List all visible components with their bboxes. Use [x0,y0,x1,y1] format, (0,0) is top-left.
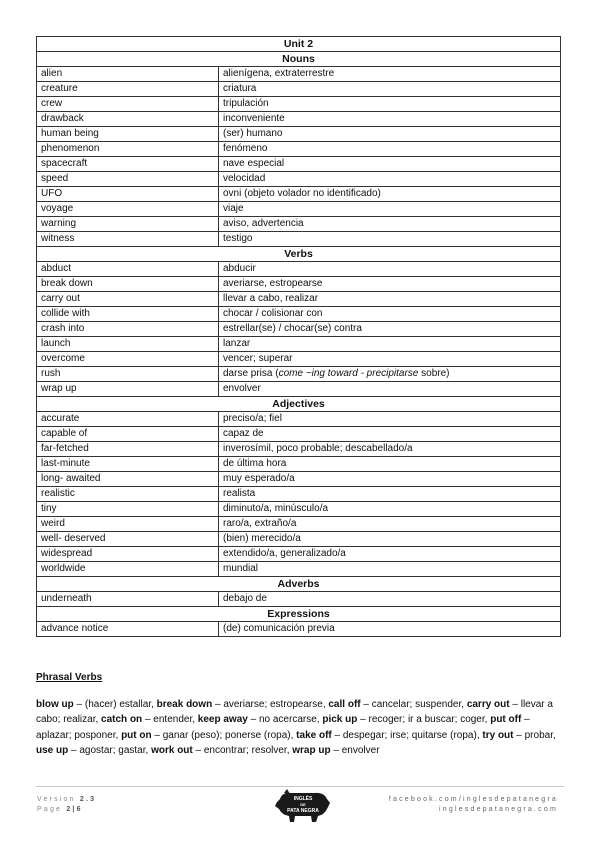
english-term: speed [37,172,219,187]
spanish-translation: (ser) humano [219,127,561,142]
translation-text: darse prisa ( [223,368,279,379]
vocab-row [37,262,561,277]
vocab-row [37,532,561,547]
spanish-translation: raro/a, extraño/a [219,517,561,532]
english-term: alien [37,67,219,82]
vocab-row [37,142,561,157]
spanish-translation: capaz de [219,427,561,442]
spanish-translation: mundial [219,562,561,577]
vocabulary-table [36,36,561,637]
spanish-translation: realista [219,487,561,502]
spanish-translation: velocidad [219,172,561,187]
english-term: abduct [37,262,219,277]
spanish-translation: testigo [219,232,561,247]
spanish-translation: estrellar(se) / chocar(se) contra [219,322,561,337]
logo-text-top: INGLÉS [293,796,313,802]
english-term: creature [37,82,219,97]
spanish-translation: debajo de [219,592,561,607]
pig-logo-icon [272,789,334,823]
english-term: drawback [37,112,219,127]
unit-title: Unit 2 [37,37,561,52]
english-term: realistic [37,487,219,502]
phrasal-verb-term: call off [328,698,361,710]
vocab-row [37,112,561,127]
unit-title-row [37,37,561,52]
facebook-link[interactable]: facebook.com/inglesdepatanegra [388,796,558,803]
phrasal-verb-term: catch on [101,714,143,725]
phrasal-verb-definition: recoger; ir a buscar; coger [368,714,485,725]
spanish-translation: muy esperado/a [219,472,561,487]
english-term: long- awaited [37,472,219,487]
section-heading-row [37,577,561,592]
english-term: launch [37,337,219,352]
vocab-row [37,277,561,292]
phrasal-verb-definition: llevar a cabo; realizar [36,698,553,725]
page-footer [36,786,564,821]
vocab-row [37,412,561,427]
english-term: well- deserved [37,532,219,547]
phrasal-verb-definition: encontrar; resolver [203,745,287,756]
section-heading: Adverbs [37,577,561,592]
phrasal-verb-definition: entender [153,714,193,725]
phrasal-verb-term: blow up [36,698,74,710]
english-term: UFO [37,187,219,202]
section-heading: Verbs [37,247,561,262]
vocab-row [37,622,561,637]
vocab-row [37,337,561,352]
vocab-row [37,487,561,502]
spanish-translation: de última hora [219,457,561,472]
phrasal-verb-definition: agostar; gastar [79,745,146,756]
spanish-translation: inverosímil, poco probable; descabellado/a [219,442,561,457]
vocab-row [37,562,561,577]
spanish-translation: averiarse, estropearse [219,277,561,292]
vocab-row [37,97,561,112]
spanish-translation: envolver [219,382,561,397]
vocab-row [37,217,561,232]
english-term: warning [37,217,219,232]
vocab-row [37,67,561,82]
spanish-translation: aviso, advertencia [219,217,561,232]
english-term: rush [37,367,219,382]
spanish-translation: vencer; superar [219,352,561,367]
english-term: carry out [37,292,219,307]
spanish-translation: extendido/a, generalizado/a [219,547,561,562]
logo-text-mid: DE [300,802,306,807]
translation-italic: come ~ing toward - precipitarse [278,368,419,379]
phrasal-verb-term: carry out [466,698,510,710]
spanish-translation: criatura [219,82,561,97]
vocab-row [37,202,561,217]
spanish-translation: tripulación [219,97,561,112]
english-term: wrap up [37,382,219,397]
english-term: break down [37,277,219,292]
page-label: Page [37,806,63,813]
section-heading: Adjectives [37,397,561,412]
spanish-translation: (bien) merecido/a [219,532,561,547]
vocab-row [37,127,561,142]
spanish-translation: viaje [219,202,561,217]
vocab-row [37,352,561,367]
phrasal-verb-definition: (hacer) estallar [84,698,152,710]
english-term: tiny [37,502,219,517]
spanish-translation: llevar a cabo, realizar [219,292,561,307]
vocab-row [37,517,561,532]
vocab-row [37,502,561,517]
version-value: 2.3 [79,796,97,803]
spanish-translation [219,367,561,382]
vocab-row [37,187,561,202]
phrasal-verb-definition: ganar (peso); ponerse (ropa) [162,729,291,741]
vocab-row [37,382,561,397]
english-term: weird [37,517,219,532]
section-heading-row [37,247,561,262]
english-term: widespread [37,547,219,562]
section-heading-row [37,607,561,622]
vocab-row [37,172,561,187]
english-term: overcome [37,352,219,367]
english-term: human being [37,127,219,142]
english-term: advance notice [37,622,219,637]
english-term: voyage [37,202,219,217]
english-term: witness [37,232,219,247]
phrasal-verb-term: put off [490,714,522,725]
phrasal-verb-definition: cancelar; suspender [371,698,462,710]
phrasal-verb-term: keep away [197,714,248,725]
section-heading-row [37,397,561,412]
footer-links [389,795,558,815]
footer-version-block [37,795,96,815]
vocab-row [37,547,561,562]
phrasal-verb-term: break down [156,698,213,710]
vocab-row [37,367,561,382]
phrasal-verb-term: work out [151,745,193,756]
english-term: collide with [37,307,219,322]
phrasal-verb-term: pick up [322,714,358,725]
vocab-row [37,457,561,472]
phrasal-verb-term: wrap up [292,745,331,756]
english-term: capable of [37,427,219,442]
phrasal-verbs-section [36,670,564,759]
vocab-row [37,82,561,97]
spanish-translation: nave especial [219,157,561,172]
section-heading-row [37,52,561,67]
vocab-row [37,232,561,247]
spanish-translation: ovni (objeto volador no identificado) [219,187,561,202]
english-term: crew [37,97,219,112]
english-term: phenomenon [37,142,219,157]
phrasal-verb-definition: averiarse; estropearse [223,698,323,710]
english-term: spacecraft [37,157,219,172]
vocab-row [37,592,561,607]
english-term: far-fetched [37,442,219,457]
section-heading: Expressions [37,607,561,622]
phrasal-verb-definition: envolver [341,745,380,756]
spanish-translation: lanzar [219,337,561,352]
phrasal-verb-term: try out [482,729,514,741]
phrasal-verb-term: put on [121,729,152,741]
vocab-row [37,157,561,172]
vocab-row [37,472,561,487]
vocab-row [37,307,561,322]
spanish-translation: preciso/a; fiel [219,412,561,427]
vocab-row [37,322,561,337]
spanish-translation: inconveniente [219,112,561,127]
website-link[interactable]: inglesdepatanegra.com [439,806,558,813]
phrasal-verbs-title: Phrasal Verbs [36,672,103,683]
phrasal-verb-definition: probar [524,729,553,741]
english-term: worldwide [37,562,219,577]
english-term: last-minute [37,457,219,472]
phrasal-verb-term: use up [36,745,69,756]
english-term: accurate [37,412,219,427]
phrasal-verb-term: take off [296,729,332,741]
spanish-translation: alienígena, extraterrestre [219,67,561,82]
phrasal-verb-definition: aplazar; posponer [36,729,116,741]
spanish-translation: fenómeno [219,142,561,157]
vocab-row [37,442,561,457]
phrasal-verbs-list: blow up – (hacer) estallar, break down – averiarse; estropearse, call off – cancelar; suspender, carry out – llevar a cabo; realizar, catch on – entender, keep away – no acercarse, pick up – recoger; ir a buscar; coger, put off – aplazar; posponer, put on – ganar (peso); ponerse (ropa), take off – despegar; irse; quitarse (ropa), try out – probar, use up – agostar; gastar, work out – encontrar; resolver, wrap up – envolver [36,698,556,756]
spanish-translation: abducir [219,262,561,277]
spanish-translation: diminuto/a, minúsculo/a [219,502,561,517]
spanish-translation: (de) comunicación previa [219,622,561,637]
vocab-row [37,427,561,442]
logo-text-bottom: PATA NEGRA [287,808,319,814]
english-term: crash into [37,322,219,337]
phrasal-verb-definition: no acercarse [258,714,317,725]
translation-text: sobre) [418,368,450,379]
section-heading: Nouns [37,52,561,67]
version-label: Version [37,796,76,803]
english-term: underneath [37,592,219,607]
vocab-row [37,292,561,307]
page-number: 2|6 [66,806,83,813]
phrasal-verb-definition: despegar; irse; quitarse (ropa) [342,729,477,741]
spanish-translation: chocar / colisionar con [219,307,561,322]
